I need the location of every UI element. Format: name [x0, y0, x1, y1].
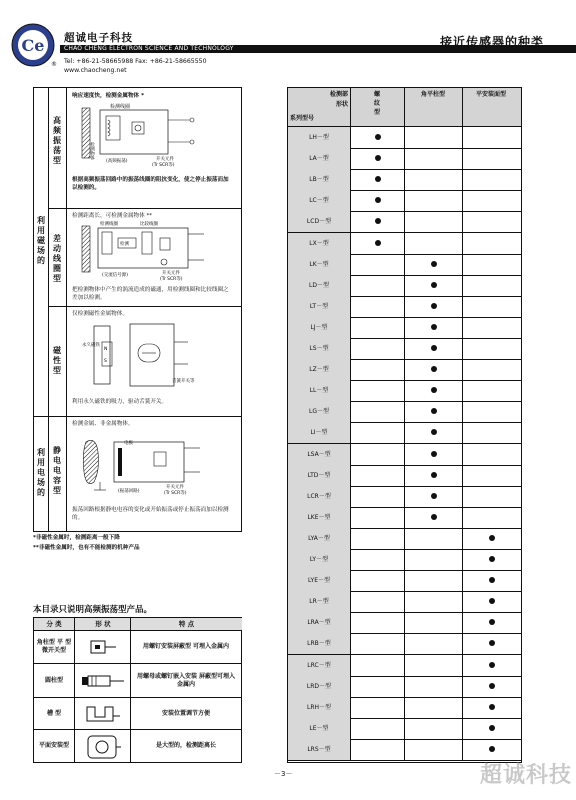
- catalog-table: [33, 617, 242, 763]
- model-label: LCD－型: [288, 211, 350, 232]
- model-row: [288, 422, 521, 444]
- model-cell: [404, 317, 463, 338]
- model-cell: [350, 359, 405, 380]
- bullet-dot-icon: [489, 619, 495, 625]
- label-detect-2: 检测: [120, 242, 129, 247]
- model-row: [288, 633, 521, 655]
- magnetic-circuit-diagram: [80, 320, 212, 390]
- model-cell: [404, 233, 463, 254]
- catalog-category-3: 槽 型: [46, 709, 62, 717]
- model-table-header: [288, 88, 521, 127]
- bullet-dot-icon: [489, 662, 495, 668]
- label-pole-s: S: [104, 359, 107, 364]
- model-cell: [462, 486, 521, 507]
- model-cell: [462, 507, 521, 528]
- header-series-model: 系列型号: [290, 115, 315, 122]
- model-cell: [462, 254, 521, 275]
- model-cell: [404, 528, 463, 549]
- model-label: LA－型: [288, 148, 350, 169]
- model-label: LE－型: [288, 718, 350, 739]
- label-pole-n: N: [104, 347, 108, 352]
- model-cell: [350, 401, 405, 422]
- model-cell: [350, 612, 405, 633]
- model-cell: [462, 211, 521, 232]
- model-cell: [350, 507, 405, 528]
- model-cell: [404, 296, 463, 317]
- watermark: 超诚科技: [480, 763, 573, 788]
- model-label: LTD－型: [288, 465, 350, 486]
- company-name-cn: 超诚电子科技: [64, 32, 133, 44]
- model-row: [288, 528, 521, 550]
- catalog-feature-2: 用螺母或螺钉嵌入安装 屏蔽型可埋入金属内: [136, 672, 236, 688]
- model-cell: [462, 190, 521, 211]
- model-cell: [462, 676, 521, 697]
- model-label: LR－型: [288, 591, 350, 612]
- model-cell: [404, 612, 463, 633]
- model-cell: [404, 718, 463, 739]
- catalog-feature-3: 安装位置调节方便: [161, 709, 210, 717]
- model-cell: [462, 444, 521, 465]
- label-compare-coil: 比较线圈: [140, 222, 158, 227]
- bullet-dot-icon: [489, 640, 495, 646]
- model-cell: [462, 317, 521, 338]
- contact-info: [64, 57, 207, 75]
- type-label-high-freq: 高频振荡型: [53, 116, 61, 165]
- model-cell: [404, 697, 463, 718]
- model-cell: [404, 465, 463, 486]
- model-cell: [350, 633, 405, 654]
- bullet-dot-icon: [375, 197, 381, 203]
- model-cell: [462, 359, 521, 380]
- model-cell: [462, 612, 521, 633]
- header-shape: 形状: [335, 101, 348, 108]
- model-cell: [350, 254, 405, 275]
- bullet-dot-icon: [375, 134, 381, 140]
- rectangular-sensor-icon: [88, 638, 118, 656]
- model-cell: [350, 169, 405, 190]
- model-cell: [404, 676, 463, 697]
- bullet-dot-icon: [375, 218, 381, 224]
- model-cell: [350, 570, 405, 591]
- bullet-dot-icon: [431, 408, 437, 414]
- model-label: LG－型: [288, 401, 350, 422]
- header-col-flat: 平安装面型: [475, 91, 506, 98]
- model-label: LRB－型: [288, 633, 350, 654]
- model-label: LRH－型: [288, 697, 350, 718]
- high-freq-top-text: 响应速度快，检测金属物体 *: [72, 93, 144, 99]
- model-label: LK－型: [288, 254, 350, 275]
- label-detect-coil-2: 检测线圈: [100, 222, 118, 227]
- model-cell: [350, 549, 405, 570]
- bullet-dot-icon: [489, 598, 495, 604]
- model-series-table: [287, 87, 522, 763]
- model-row: [288, 169, 521, 191]
- catalog-category-1: 角柱型 平 型 微开关型: [36, 639, 72, 654]
- model-cell: [350, 190, 405, 211]
- capacitive-circuit-diagram: [80, 432, 212, 498]
- bullet-dot-icon: [489, 746, 495, 752]
- model-row: [288, 338, 521, 360]
- model-row: [288, 697, 521, 719]
- model-label: LSA－型: [288, 444, 350, 465]
- model-label: LT－型: [288, 296, 350, 317]
- model-row: [288, 465, 521, 487]
- model-row: [288, 655, 521, 677]
- header-col-threaded: 螺纹型: [373, 91, 380, 116]
- model-cell: [462, 633, 521, 654]
- model-label: LCR－型: [288, 486, 350, 507]
- model-cell: [462, 296, 521, 317]
- model-cell: [404, 570, 463, 591]
- model-cell: [350, 718, 405, 739]
- model-row: [288, 275, 521, 297]
- model-cell: [350, 338, 405, 359]
- label-tr-scr-2: (Tr SCR等): [160, 277, 183, 282]
- model-cell: [404, 401, 463, 422]
- model-row: [288, 190, 521, 212]
- model-cell: [350, 148, 405, 169]
- model-label: LC－型: [288, 190, 350, 211]
- model-row: [288, 612, 521, 634]
- catalog-feature-4: 是大型的，检测距离长: [155, 741, 216, 749]
- model-cell: [350, 422, 405, 443]
- magnetic-top-text: 仅检测磁性金属物体。: [72, 311, 128, 317]
- model-cell: [350, 528, 405, 549]
- model-row: [288, 380, 521, 402]
- group-label-electric: 利用电场的: [37, 448, 45, 497]
- website: www.chaocheng.net: [64, 67, 127, 74]
- type-label-diff-coil: 差动线圈型: [53, 234, 61, 283]
- model-label: LJ－型: [288, 317, 350, 338]
- model-row: [288, 127, 521, 149]
- model-cell: [462, 718, 521, 739]
- model-label: LRC－型: [288, 655, 350, 676]
- model-cell: [350, 591, 405, 612]
- capacitive-top-text: 检测金属、非金属物体。: [72, 421, 134, 427]
- model-row: [288, 718, 521, 740]
- footnote-1: *非磁性金属时，检测距离一般下降: [33, 535, 120, 541]
- bullet-dot-icon: [431, 472, 437, 478]
- model-cell: [404, 275, 463, 296]
- model-cell: [404, 380, 463, 401]
- capacitive-bottom-text: 振荡回路根据静电电容的变化或开始振荡或停止振荡而加以检测的。: [72, 507, 229, 521]
- model-cell: [462, 233, 521, 254]
- model-cell: [350, 739, 405, 760]
- model-label: LB－型: [288, 169, 350, 190]
- label-switch-element-3: 开关元件: [166, 485, 184, 490]
- model-cell: [462, 275, 521, 296]
- slot-sensor-icon: [84, 704, 122, 724]
- model-cell: [350, 465, 405, 486]
- bullet-dot-icon: [431, 493, 437, 499]
- sensor-type-table: [33, 87, 242, 532]
- model-label: LKE－型: [288, 507, 350, 528]
- label-osc-circuit: (振荡回路): [118, 489, 140, 494]
- model-row: [288, 359, 521, 381]
- model-cell: [404, 444, 463, 465]
- model-label: LH－型: [288, 127, 350, 148]
- bullet-dot-icon: [431, 345, 437, 351]
- bullet-dot-icon: [431, 429, 437, 435]
- bullet-dot-icon: [431, 366, 437, 372]
- label-switch-element-2: 开关元件: [162, 271, 180, 276]
- model-cell: [404, 549, 463, 570]
- label-permanent-magnet: 永久磁铁: [82, 343, 100, 348]
- model-cell: [350, 127, 405, 148]
- model-cell: [404, 507, 463, 528]
- model-cell: [350, 233, 405, 254]
- model-row: [288, 570, 521, 592]
- model-cell: [350, 676, 405, 697]
- label-electrode: 电极: [124, 441, 133, 446]
- model-cell: [350, 697, 405, 718]
- model-cell: [350, 444, 405, 465]
- tel-fax: Tel: +86-21-58665988 Fax: +86-21-58665550: [64, 58, 207, 65]
- label-tr-scr: (Tr SCR等): [152, 163, 175, 168]
- bullet-dot-icon: [489, 704, 495, 710]
- model-cell: [404, 633, 463, 654]
- model-label: LL－型: [288, 380, 350, 401]
- label-detect-coil: 检测线圈: [110, 104, 131, 110]
- bullet-dot-icon: [375, 240, 381, 246]
- high-freq-bottom-text: 根据高频振荡回路中的振荡线圈的阻抗变化，使之停止振荡而加以检测的。: [72, 177, 229, 191]
- high-freq-circuit-diagram: [80, 102, 210, 168]
- label-tr-scr-3: (Tr SCR等): [164, 491, 187, 496]
- bullet-dot-icon: [431, 514, 437, 520]
- group-label-magnetic: 利用磁场的: [37, 216, 45, 265]
- bullet-dot-icon: [489, 535, 495, 541]
- bullet-dot-icon: [489, 683, 495, 689]
- bullet-dot-icon: [431, 324, 437, 330]
- label-detect-object: 检测物体: [89, 142, 95, 160]
- label-reed-switch: 舌簧开关等: [172, 379, 195, 384]
- cylindrical-sensor-icon: [80, 672, 126, 690]
- company-logo: [10, 22, 56, 68]
- model-row: [288, 444, 521, 466]
- model-label: LRD－型: [288, 676, 350, 697]
- label-ac-source: (交流信号源): [102, 273, 129, 278]
- model-label: LD－型: [288, 275, 350, 296]
- diff-coil-bottom-text: 把检测物体中产生的涡流造成的磁通，用检测线圈和比较线圈之差加以检测。: [72, 287, 229, 301]
- footnote-2: **非磁性金属时，也有不能检测的机种产品: [33, 545, 140, 551]
- model-cell: [462, 401, 521, 422]
- bullet-dot-icon: [489, 725, 495, 731]
- page-number: －3－: [274, 770, 293, 778]
- bullet-dot-icon: [375, 176, 381, 182]
- model-cell: [350, 275, 405, 296]
- catalog-header-feature: 特 点: [130, 618, 242, 630]
- model-row: [288, 211, 521, 233]
- model-label: LS－型: [288, 338, 350, 359]
- catalog-feature-1: 用螺钉安装屏蔽型 可埋入金属内: [142, 643, 230, 650]
- type-label-magnetic: 磁性型: [53, 346, 61, 375]
- catalog-header-category: 分 类: [34, 618, 74, 630]
- model-cell: [404, 338, 463, 359]
- model-cell: [462, 422, 521, 443]
- diff-coil-circuit-diagram: [80, 220, 212, 282]
- model-row: [288, 507, 521, 529]
- model-label: LRS－型: [288, 739, 350, 760]
- bullet-dot-icon: [375, 155, 381, 161]
- model-label: LYA－型: [288, 528, 350, 549]
- magnetic-bottom-text: 利用永久磁铁的吸力，驱动舌簧开关。: [72, 399, 168, 405]
- bullet-dot-icon: [431, 303, 437, 309]
- model-label: LX－型: [288, 233, 350, 254]
- model-row: [288, 254, 521, 276]
- catalog-category-4: 平面安装型: [38, 741, 69, 749]
- flat-mount-sensor-icon: [86, 734, 122, 760]
- model-row: [288, 591, 521, 613]
- model-label: LI－型: [288, 422, 350, 443]
- page-title: 接近传感器的种类: [440, 35, 545, 49]
- model-cell: [404, 211, 463, 232]
- model-cell: [462, 338, 521, 359]
- model-cell: [462, 549, 521, 570]
- model-cell: [462, 148, 521, 169]
- model-cell: [350, 486, 405, 507]
- model-row: [288, 296, 521, 318]
- model-row: [288, 676, 521, 698]
- model-cell: [350, 317, 405, 338]
- model-cell: [462, 697, 521, 718]
- model-cell: [404, 148, 463, 169]
- model-row: [288, 401, 521, 423]
- model-row: [288, 317, 521, 339]
- model-label: LYE－型: [288, 570, 350, 591]
- model-cell: [462, 739, 521, 760]
- model-cell: [350, 380, 405, 401]
- svg-text:Ce: Ce: [21, 36, 45, 55]
- model-row: [288, 486, 521, 508]
- model-label: LY－型: [288, 549, 350, 570]
- model-cell: [404, 739, 463, 760]
- model-cell: [404, 169, 463, 190]
- model-label: LZ－型: [288, 359, 350, 380]
- model-cell: [404, 254, 463, 275]
- type-label-capacitive: 静电电容型: [53, 446, 61, 495]
- catalog-note: 本目录只说明高频振荡型产品。: [33, 605, 153, 615]
- bullet-dot-icon: [489, 577, 495, 583]
- model-cell: [404, 655, 463, 676]
- model-cell: [462, 380, 521, 401]
- model-cell: [462, 127, 521, 148]
- model-cell: [404, 190, 463, 211]
- bullet-dot-icon: [431, 387, 437, 393]
- model-cell: [350, 211, 405, 232]
- bullet-dot-icon: [431, 261, 437, 267]
- model-cell: [462, 169, 521, 190]
- bullet-dot-icon: [489, 556, 495, 562]
- model-cell: [350, 655, 405, 676]
- model-cell: [404, 486, 463, 507]
- header-col-square: 角平柱型: [420, 91, 445, 98]
- model-cell: [404, 422, 463, 443]
- label-switch-element: 开关元件: [156, 157, 174, 162]
- model-cell: [404, 127, 463, 148]
- svg-text:®: ®: [51, 61, 57, 68]
- model-cell: [404, 359, 463, 380]
- model-cell: [462, 591, 521, 612]
- model-row: [288, 148, 521, 170]
- header-detect-part: 检测部: [329, 91, 348, 98]
- label-high-freq-osc: (高频振荡): [106, 159, 128, 164]
- model-row: [288, 549, 521, 571]
- model-row: [288, 233, 521, 255]
- model-cell: [350, 296, 405, 317]
- bullet-dot-icon: [431, 282, 437, 288]
- bullet-dot-icon: [431, 451, 437, 457]
- model-cell: [404, 591, 463, 612]
- diff-coil-top-text: 检测距离长，可检测金属物体 **: [72, 213, 153, 219]
- model-cell: [462, 655, 521, 676]
- model-cell: [462, 528, 521, 549]
- model-label: LRA－型: [288, 612, 350, 633]
- catalog-category-2: 圆柱型: [44, 676, 63, 684]
- model-cell: [462, 570, 521, 591]
- catalog-header-shape: 形 状: [74, 618, 131, 630]
- model-cell: [462, 465, 521, 486]
- company-name-en: CHAO CHENG ELECTRON SCIENCE AND TECHNOLOGY: [64, 45, 234, 52]
